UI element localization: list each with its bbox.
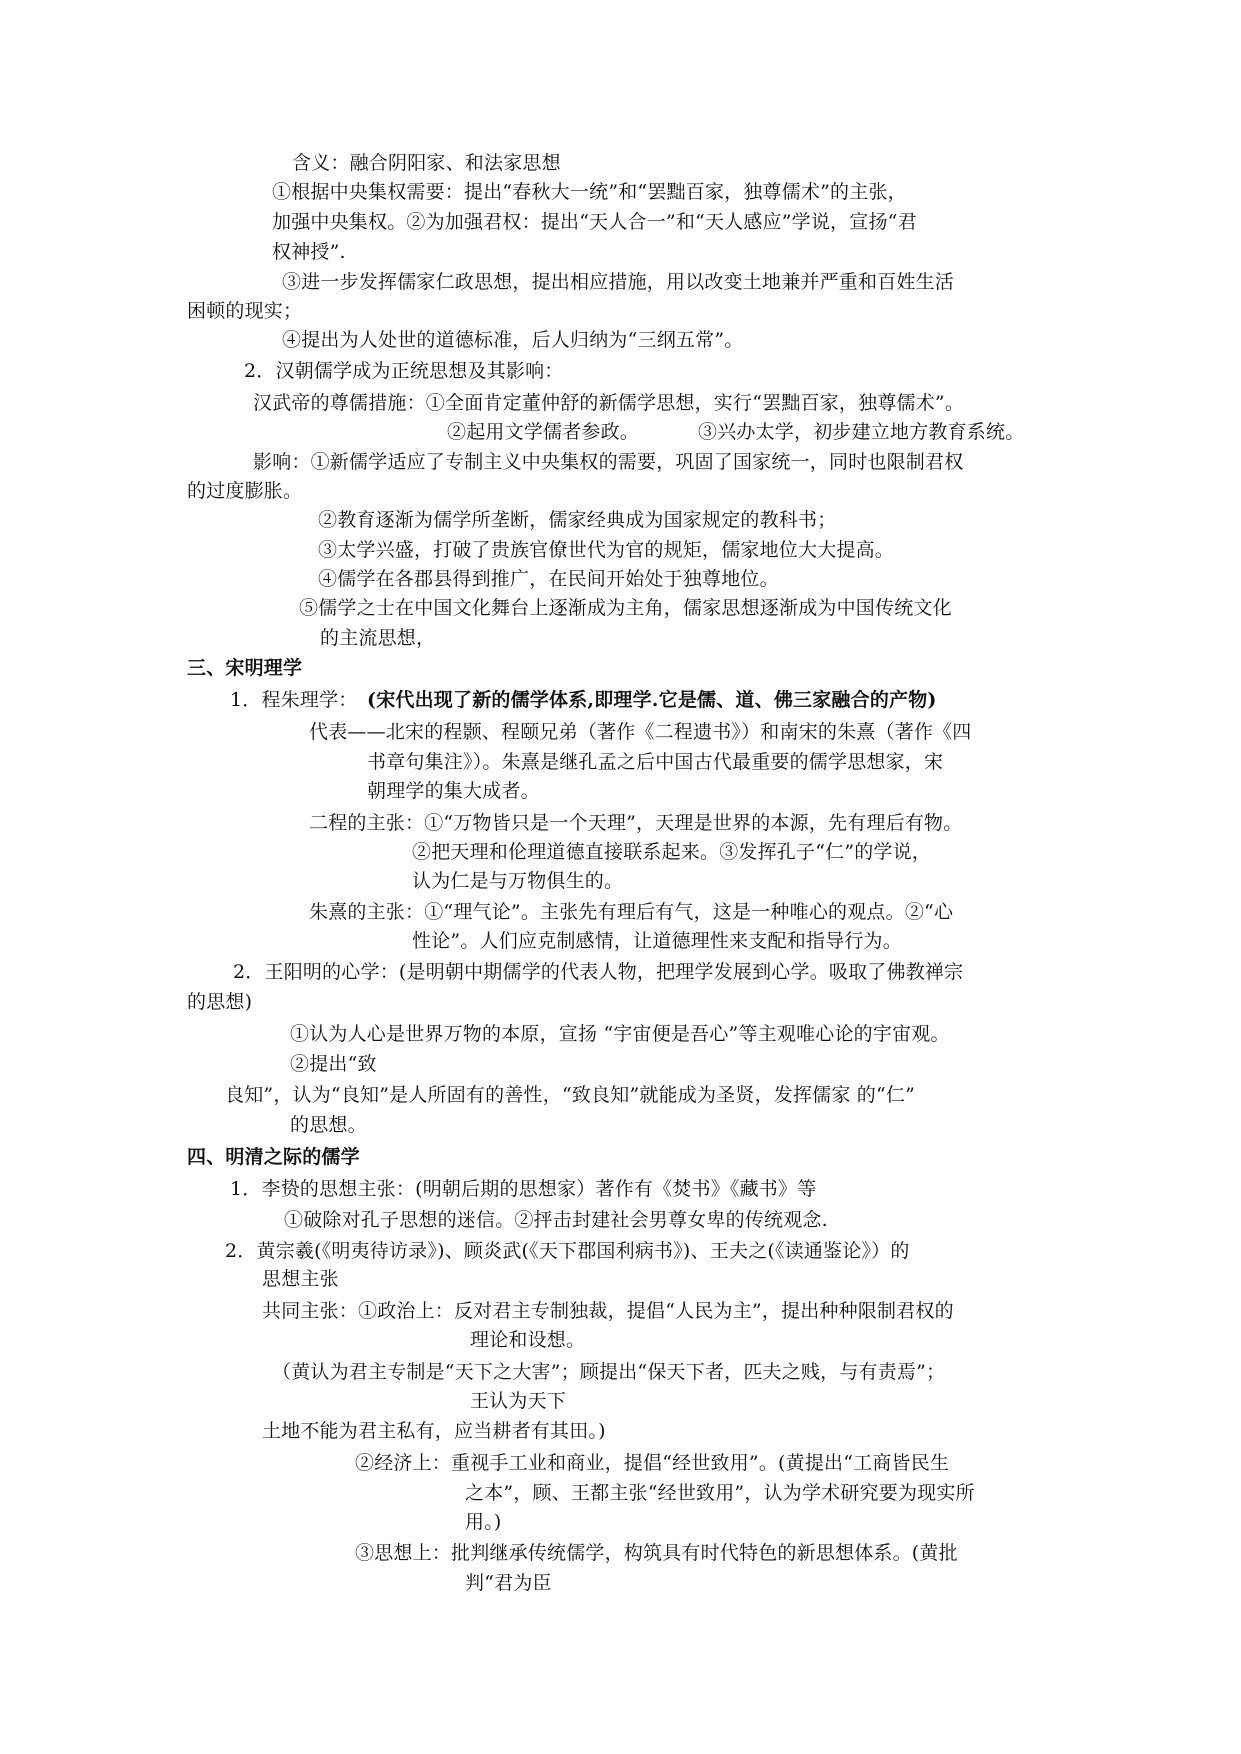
text-line: 困顿的现实； (187, 300, 303, 322)
text-line: 用。) (465, 1511, 502, 1533)
text-line: ②经济上：重视手工业和商业，提倡“经世致用”。(黄提出“工商皆民生 (355, 1452, 950, 1474)
text-line: 朱熹的主张：①“理气论”。主张先有理后有气，这是一种唯心的观点。②“心 (309, 901, 954, 923)
text-line: 朝理学的集大成者。 (367, 780, 540, 802)
text-line: 的思想。 (290, 1114, 367, 1136)
text-line: ②提出“致 (290, 1053, 377, 1075)
section-heading: 三、宋明理学 (187, 657, 303, 679)
text-line: 的思想) (187, 991, 253, 1013)
text-line: 共同主张：①政治上：反对君主专制独裁，提倡“人民为主”，提出种种限制君权的 (262, 1300, 954, 1322)
text-line: 影响：①新儒学适应了专制主义中央集权的需要，巩固了国家统一，同时也限制君权 (253, 451, 964, 473)
text-line: ①根据中央集权需要：提出“春秋大一统”和“罢黜百家，独尊儒术”的主张， (272, 181, 907, 203)
text-line: 书章句集注》）。朱熹是继孔孟之后中国古代最重要的儒学思想家，宋 (367, 751, 944, 773)
text-line: ②起用文学儒者参政。 (447, 421, 640, 443)
text-line: 2．王阳明的心学：(是明朝中期儒学的代表人物，把理学发展到心学。吸取了佛教禅宗 (233, 961, 964, 983)
text-line: 代表——北宋的程颢、程颐兄弟（著作《二程遗书》）和南宋的朱熹（著作《四 (309, 721, 972, 743)
text-line: ④提出为人处世的道德标准，后人归纳为“三纲五常”。 (282, 329, 744, 351)
text-line: ③进一步发挥儒家仁政思想，提出相应措施，用以改变土地兼并严重和百姓生活 (282, 271, 955, 293)
text-line: ②教育逐渐为儒学所垄断，儒家经典成为国家规定的教科书； (318, 509, 837, 531)
text-line: 性论”。人们应克制感情，让道德理性来支配和指导行为。 (412, 930, 902, 952)
text-line: 理论和设想。 (470, 1329, 586, 1351)
text-line: ④儒学在各郡县得到推广，在民间开始处于独尊地位。 (318, 568, 779, 590)
text-line: 汉武帝的尊儒措施：①全面肯定董仲舒的新儒学思想，实行“罢黜百家，独尊儒术”。 (253, 392, 965, 414)
text-line: 良知”，认为“良知”是人所固有的善性，“致良知”就能成为圣贤，发挥儒家 的“仁” (225, 1084, 916, 1106)
text-line: 的过度膨胀。 (187, 480, 303, 502)
text-line: （黄认为君主专制是“天下之大害”；顾提出“保天下者，匹夫之贱，与有责焉”； (272, 1361, 946, 1383)
text-line: 加强中央集权。②为加强君权：提出“天人合一”和“天人感应”学说，宣扬“君 (272, 211, 917, 233)
text-line: ③兴办太学，初步建立地方教育系统。 (698, 421, 1025, 443)
text-line: ③思想上：批判继承传统儒学，构筑具有时代特色的新思想体系。(黄批 (355, 1542, 958, 1564)
text-line: 1．李贽的思想主张：(明朝后期的思想家）著作有《焚书》《藏书》等 (230, 1178, 817, 1200)
text-line: ③太学兴盛，打破了贵族官僚世代为官的规矩，儒家地位大大提高。 (318, 539, 895, 561)
text-line: 的主流思想， (320, 627, 436, 649)
text-line: ⑤儒学之士在中国文化舞台上逐渐成为主角，儒家思想逐渐成为中国传统文化 (299, 597, 952, 619)
text-line: 二程的主张：①“万物皆只是一个天理”，天理是世界的本源，先有理后有物。 (309, 812, 963, 834)
text-line: ②把天理和伦理道德直接联系起来。③发挥孔子“仁”的学说， (412, 841, 932, 863)
text-line: 土地不能为君主私有，应当耕者有其田。) (262, 1420, 606, 1442)
text-line: 之本”，顾、王都主张“经世致用”，认为学术研究要为现实所 (465, 1482, 975, 1504)
text-line: ①破除对孔子思想的迷信。②抨击封建社会男尊女卑的传统观念. (284, 1209, 828, 1231)
text-line: 权神授”. (272, 241, 346, 263)
text-line: 认为仁是与万物俱生的。 (412, 870, 624, 892)
text-line: 2．黄宗羲(《明夷待访录》)、顾炎武(《天下郡国利病书》)、王夫之(《读通鉴论》）的 (225, 1240, 910, 1262)
text-line: 王认为天下 (470, 1390, 567, 1412)
text-line-emphasis: (宋代出现了新的儒学体系,即理学.它是儒、道、佛三家融合的产物) (367, 689, 937, 711)
text-line: 含义：融合阴阳家、和法家思想 (292, 152, 561, 174)
text-line: 判“君为臣 (465, 1572, 552, 1594)
text-line: ①认为人心是世界万物的本原，宣扬 “宇宙便是吾心”等主观唯心论的宇宙观。 (290, 1023, 950, 1045)
text-line: 思想主张 (262, 1268, 339, 1290)
text-line: 1．程朱理学： (230, 689, 358, 711)
text-line: 2．汉朝儒学成为正统思想及其影响： (244, 360, 564, 382)
section-heading: 四、明清之际的儒学 (187, 1146, 360, 1168)
